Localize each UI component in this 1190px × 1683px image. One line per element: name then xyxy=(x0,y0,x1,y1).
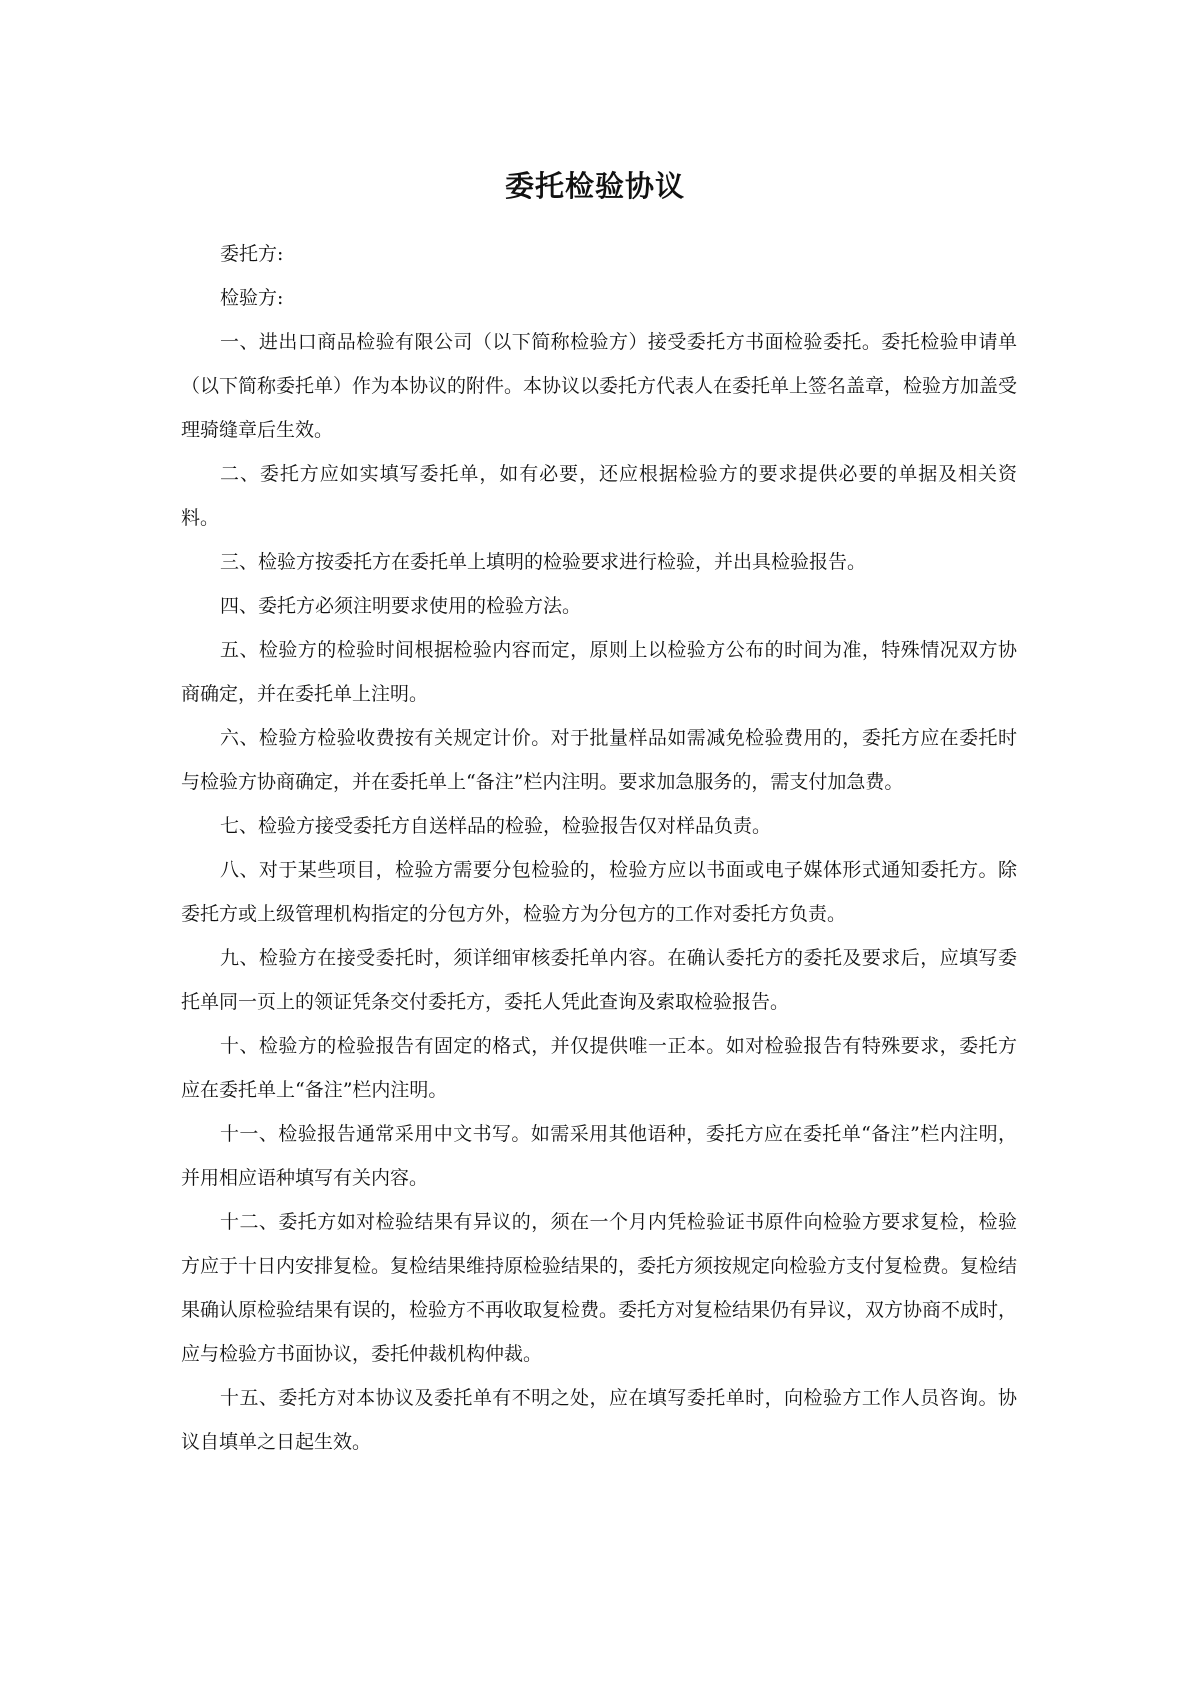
paragraph-clause-11: 十一、检验报告通常采用中文书写。如需采用其他语种，委托方应在委托单“备注”栏内注明，并用相应语种填写有关内容。 xyxy=(181,1123,1017,1189)
paragraph-clause-15: 十五、委托方对本协议及委托单有不明之处，应在填写委托单时，向检验方工作人员咨询。协议自填单之日起生效。 xyxy=(181,1387,1017,1453)
paragraph-clause-8: 八、对于某些项目，检验方需要分包检验的，检验方应以书面或电子媒体形式通知委托方。除委托方或上级管理机构指定的分包方外，检验方为分包方的工作对委托方负责。 xyxy=(181,859,1017,925)
paragraph-clause-6: 六、检验方检验收费按有关规定计价。对于批量样品如需减免检验费用的，委托方应在委托时与检验方协商确定，并在委托单上“备注”栏内注明。要求加急服务的，需支付加急费。 xyxy=(181,727,1017,793)
paragraph-clause-7: 七、检验方接受委托方自送样品的检验，检验报告仅对样品负责。 xyxy=(220,815,772,837)
paragraph-clause-4: 四、委托方必须注明要求使用的检验方法。 xyxy=(220,595,582,617)
document-body xyxy=(181,232,1017,1464)
paragraph-clause-12: 十二、委托方如对检验结果有异议的，须在一个月内凭检验证书原件向检验方要求复检，检验方应于十日内安排复检。复检结果维持原检验结果的，委托方须按规定向检验方支付复检费。复检结果确认原检验结果有误的，检验方不再收取复检费。委托方对复检结果仍有异议，双方协商不成时，应与检验方书面协议，委托仲裁机构仲裁。 xyxy=(181,1211,1018,1365)
paragraph-clause-2: 二、委托方应如实填写委托单，如有必要，还应根据检验方的要求提供必要的单据及相关资料。 xyxy=(181,463,1017,529)
paragraph-clause-5: 五、检验方的检验时间根据检验内容而定，原则上以检验方公布的时间为准，特殊情况双方协商确定，并在委托单上注明。 xyxy=(181,639,1017,705)
paragraph-inspector: 检验方: xyxy=(220,287,284,309)
paragraph-clause-10: 十、检验方的检验报告有固定的格式，并仅提供唯一正本。如对检验报告有特殊要求，委托方应在委托单上“备注”栏内注明。 xyxy=(181,1035,1017,1101)
paragraph-clause-1: 一、进出口商品检验有限公司（以下简称检验方）接受委托方书面检验委托。委托检验申请单（以下简称委托单）作为本协议的附件。本协议以委托方代表人在委托单上签名盖章，检验方加盖受理骑缝章后生效。 xyxy=(181,331,1018,441)
paragraph-client: 委托方: xyxy=(220,243,284,265)
document-title: 委托检验协议 xyxy=(504,169,685,203)
paragraph-clause-9: 九、检验方在接受委托时，须详细审核委托单内容。在确认委托方的委托及要求后，应填写委托单同一页上的领证凭条交付委托方，委托人凭此查询及索取检验报告。 xyxy=(181,947,1017,1013)
paragraph-clause-3: 三、检验方按委托方在委托单上填明的检验要求进行检验，并出具检验报告。 xyxy=(220,551,867,573)
